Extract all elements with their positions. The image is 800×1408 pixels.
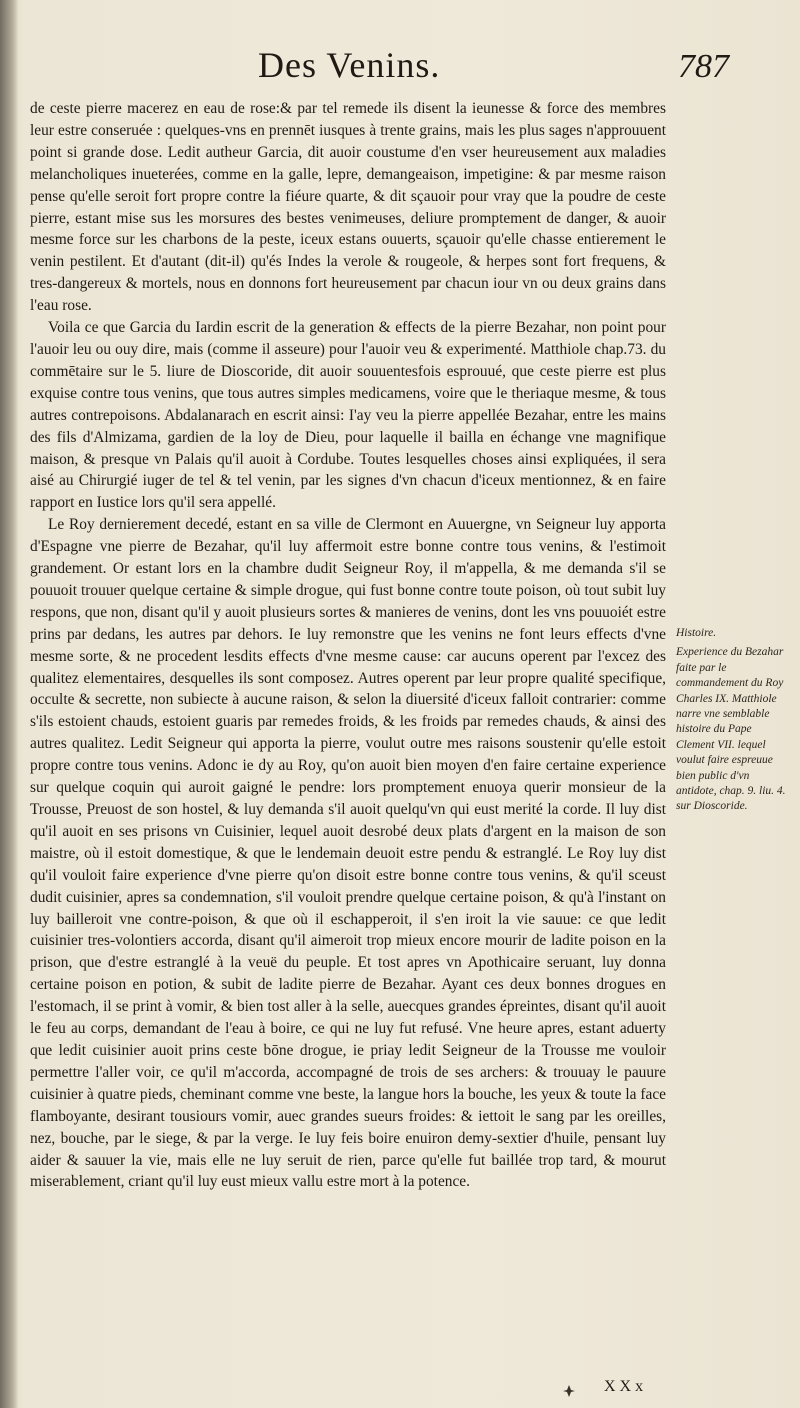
binding-gutter [0,0,18,1408]
running-head [0,44,800,94]
paragraph-2: Voila ce que Garcia du Iardin escrit de la generation & effects de la pierre Bezahar, non point pour l'auoir leu ou ouy dire, mais (comme il asseure) pour l'auoir veu & experimenté. Matthiole chap.73. du commētaire sur le 5. liure de Dioscoride, dit auoir souuentesfois esprouué, que ceste pierre est plus exquise contre tous venins, que tous autres simples medicamens, voire que le theriaque mesme, & tous autres contrepoisons. Abdalanarach en escrit ainsi: I'ay veu la pierre appellée Bezahar, entre les mains des fils d'Almizama, gardien de la loy de Dieu, pour laquelle il bailla en échange vne magnifique maison, & presque vn Palais qu'il auoit à Cordube. Toutes lesquelles choses ainsi expliquées, il sera aisé au Chirurgié iuger de tel & tel venin, par les signes d'vn chacun d'iceux mentionnez, & en faire rapport en Iustice lors qu'il sera appellé. [30,319,666,512]
signature-mark: X X x [604,1378,644,1395]
margin-notes [676,626,786,815]
paragraph-3: Le Roy dernierement decedé, estant en sa ville de Clermont en Auuergne, vn Seigneur luy apporta d'Espagne vne pierre de Bezahar, qu'il luy affermoit estre bonne contre tous venins, & l'estimoit grandement. Or estant lors en la chambre dudit Seigneur Roy, il m'appella, & me demanda s'il se pouuoit trouuer quelque certaine & simple drogue, qui fust bonne contre toute poison, où tout subit luy respons, que non, disant qu'il y auoit plusieurs sortes & manieres de venins, dont les vns pouuoiét estre prins par dedans, les autres par dehors. Ie luy remonstre que les venins ne font leurs effects d'vne mesme sorte, & ne procedent lesdits effects d'vne mesme cause: car aucuns operent par l'excez des qualitez elementaires, desquelles ils sont composez. Autres operent par leur propre qualité specifique, occulte & secrette, non subiecte à aucune raison, & selon la diuersité d'iceux falloit contrarier: comme s'ils estoient chauds, estoient guaris par remedes froids, & les froids par remedes chauds, & ainsi des autres qualitez. Ledit Seigneur qui apporta la pierre, voulut outre mes raisons soustenir qu'elle estoit propre contre tous venins. Adonc ie dy au Roy, qu'on auoit bien moyen d'en faire certaine experience sur quelque coquin qui auroit gaigné le pendre: lors promptement enuoya querir monsieur de la Trousse, Preuost de son hostel, & luy demanda s'il auoit quelqu'vn qui eust merité la corde. Il luy dist qu'il auoit en ses prisons vn Cuisinier, lequel auoit desrobé deux plats d'argent en la maison de son maistre, où il estoit domestique, & que le lendemain deuoit estre pendu & estranglé. Le Roy luy dist qu'il vouloit faire experience d'vne pierre qu'on disoit estre bonne contre tous venins, & qu'il sceust dudit cuisinier, apres sa condemnation, s'il vouloit prendre quelque certaine poison, & qu'à l'instant on luy bailleroit vne contre-poison, & que où il eschapperoit, il s'en iroit la vie sauue: ce que ledit cuisinier tres-volontiers accorda, disant qu'il aimeroit trop mieux encore mourir de ladite poison en la prison, que d'estre estranglé à la veuë du peuple. Et tost apres vn Apothicaire seruant, luy donna certaine poison en potion, & subit de ladite pierre de Bezahar. Ayant ces deux bonnes drogues en l'estomach, il se print à vomir, & bien tost aller à la selle, auecques grandes épreintes, disant qu'il auoit le feu au corps, demandant de l'eau à boire, ce qui ne luy fut refusé. Vne heure apres, estant aduerty que ledit cuisinier auoit prins ceste bōne drogue, ie priay ledit Seigneur de la Trousse me vouloir permettre l'aller voir, ce qu'il m'accorda, accompagné de trois de ses archers: & trouuay le pauure cuisinier à quatre pieds, cheminant comme vne beste, la langue hors la bouche, les yeux & toute la face flamboyante, desirant tousiours vomir, auec grandes sueurs froides: & iettoit le sang par les oreilles, nez, bouche, par le siege, & par la verge. Ie luy feis boire enuiron demy-sextier d'huile, pensant luy aider & sauuer la vie, mais elle ne luy seruit de rien, parce qu'elle fut baillée trop tard, & mourut miserablement, criant qu'il luy eust mieux vallu estre mort à la potence. [30,516,666,1191]
running-title: Des Venins. [258,45,441,85]
ornament-icon [562,1384,576,1398]
paragraph-1: de ceste pierre macerez en eau de rose:& par tel remede ils disent la ieunesse & force des membres leur estre conseruée : quelques-vns en prennēt iusques à trente grains, mais les plus sages n'approuuent point si grande dose. Ledit autheur Garcia, dit auoir coustume d'en vser heureusement aux maladies melancholiques inueterées, comme en la galle, lepre, demangeaison, impetigine: & par mesme raison pense qu'elle seroit fort propre contre la fiéure quarte, & dit sçauoir pour vray que la poudre de ceste pierre, estant mise sus les morsures des bestes venimeuses, deliure promptement de danger, & auoir mesme force sur les charbons de la peste, iceux estans ouuerts, sçauoir qu'elle chasse entierement le venin pestilent. Et d'autant (dit-il) qu'és Indes la verole & rougeole, & herpes sont fort frequens, & tres-dangereux & mortels, nous en donnons fort heureusement par chacun iour vn ou deux grains dans l'eau rose. [30,100,666,315]
page-number: 787 [678,48,729,85]
body-text [30,98,666,1193]
margin-label: Histoire. [676,627,717,639]
margin-note: Experience du Bezahar faite par le commandement du Roy Charles IX. Matthiole narre vne semblable histoire du Pape Clement VII. lequel voulut faire espreuue bien public d'vn antidote, chap. 9. liu. 4. sur Dioscoride. [676,646,786,813]
